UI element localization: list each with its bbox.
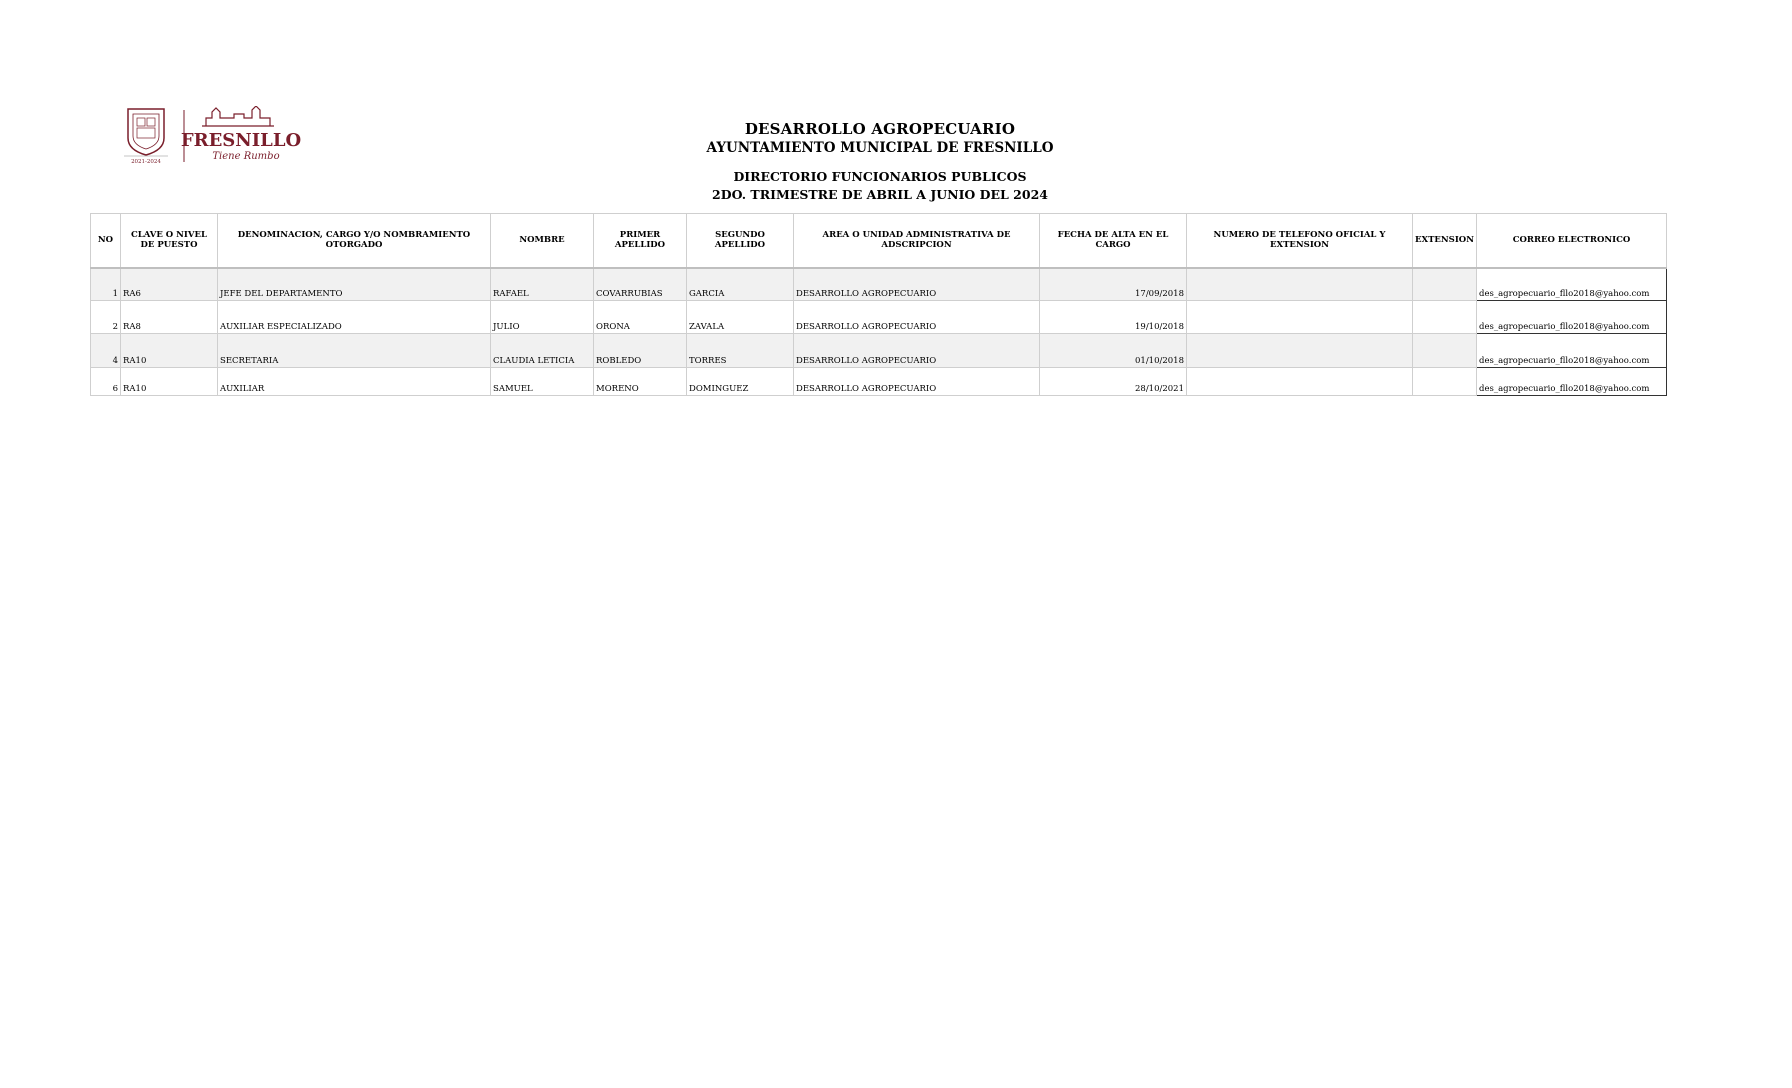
cell-nombre: JULIO [491,301,594,334]
cell-correo: des_agropecuario_fllo2018@yahoo.com [1477,301,1667,334]
cell-correo: des_agropecuario_fllo2018@yahoo.com [1477,268,1667,301]
cell-fecha: 19/10/2018 [1040,301,1187,334]
logo-tagline: Tiene Rumbo [212,151,280,162]
cell-cargo: JEFE DEL DEPARTAMENTO [218,268,491,301]
cell-clave: RA6 [121,268,218,301]
cell-telefono [1187,368,1413,396]
cell-cargo: AUXILIAR ESPECIALIZADO [218,301,491,334]
cell-cargo: AUXILIAR [218,368,491,396]
cell-no: 4 [91,334,121,368]
cell-area: DESARROLLO AGROPECUARIO [794,301,1040,334]
table-row [91,268,1667,301]
cell-cargo: SECRETARIA [218,334,491,368]
cell-nombre: RAFAEL [491,268,594,301]
cell-correo: des_agropecuario_fllo2018@yahoo.com [1477,368,1667,396]
cell-extension [1413,268,1477,301]
table-row [91,334,1667,368]
col-header-telefono: NUMERO DE TELEFONO OFICIAL Y EXTENSION [1187,214,1413,269]
cell-area: DESARROLLO AGROPECUARIO [794,368,1040,396]
col-header-clave: CLAVE O NIVEL DE PUESTO [121,214,218,269]
cell-area: DESARROLLO AGROPECUARIO [794,268,1040,301]
cell-primer-apellido: COVARRUBIAS [594,268,687,301]
col-header-primer-apellido: PRIMER APELLIDO [594,214,687,269]
cell-no: 2 [91,301,121,334]
col-header-cargo: DENOMINACION, CARGO Y/O NOMBRAMIENTO OTORGADO [218,214,491,269]
col-header-correo: CORREO ELECTRONICO [1477,214,1667,269]
table-row [91,301,1667,334]
skyline-icon [202,106,274,126]
table-header-row [91,214,1667,269]
cell-extension [1413,301,1477,334]
cell-extension [1413,334,1477,368]
cell-primer-apellido: MORENO [594,368,687,396]
cell-correo: des_agropecuario_fllo2018@yahoo.com [1477,334,1667,368]
logo-graphic [124,106,304,166]
logo-years: 2021-2024 [131,159,161,165]
col-header-fecha: FECHA DE ALTA EN EL CARGO [1040,214,1187,269]
col-header-extension: EXTENSION [1413,214,1477,269]
period-title: 2DO. TRIMESTRE DE ABRIL A JUNIO DEL 2024 [712,187,1048,202]
table-row [91,368,1667,396]
col-header-segundo-apellido: SEGUNDO APELLIDO [687,214,794,269]
directory-table [90,213,1667,396]
cell-segundo-apellido: DOMINGUEZ [687,368,794,396]
cell-fecha: 28/10/2021 [1040,368,1187,396]
cell-segundo-apellido: GARCIA [687,268,794,301]
cell-segundo-apellido: ZAVALA [687,301,794,334]
cell-clave: RA8 [121,301,218,334]
fresnillo-logo [124,106,304,166]
coat-of-arms-icon [124,109,168,156]
cell-nombre: CLAUDIA LETICIA [491,334,594,368]
cell-telefono [1187,268,1413,301]
page-subtitle: AYUNTAMIENTO MUNICIPAL DE FRESNILLO [706,140,1054,156]
page-title: DESARROLLO AGROPECUARIO [744,120,1016,138]
logo-brand: FRESNILLO [180,130,302,151]
cell-telefono [1187,301,1413,334]
cell-no: 1 [91,268,121,301]
cell-extension [1413,368,1477,396]
cell-no: 6 [91,368,121,396]
cell-clave: RA10 [121,334,218,368]
col-header-no: NO [91,214,121,269]
cell-telefono [1187,334,1413,368]
cell-primer-apellido: ORONA [594,301,687,334]
cell-primer-apellido: ROBLEDO [594,334,687,368]
cell-clave: RA10 [121,368,218,396]
cell-segundo-apellido: TORRES [687,334,794,368]
cell-fecha: 17/09/2018 [1040,268,1187,301]
cell-nombre: SAMUEL [491,368,594,396]
col-header-nombre: NOMBRE [491,214,594,269]
col-header-area: AREA O UNIDAD ADMINISTRATIVA DE ADSCRIPCION [794,214,1040,269]
cell-area: DESARROLLO AGROPECUARIO [794,334,1040,368]
directory-title: DIRECTORIO FUNCIONARIOS PUBLICOS [733,169,1027,184]
cell-fecha: 01/10/2018 [1040,334,1187,368]
